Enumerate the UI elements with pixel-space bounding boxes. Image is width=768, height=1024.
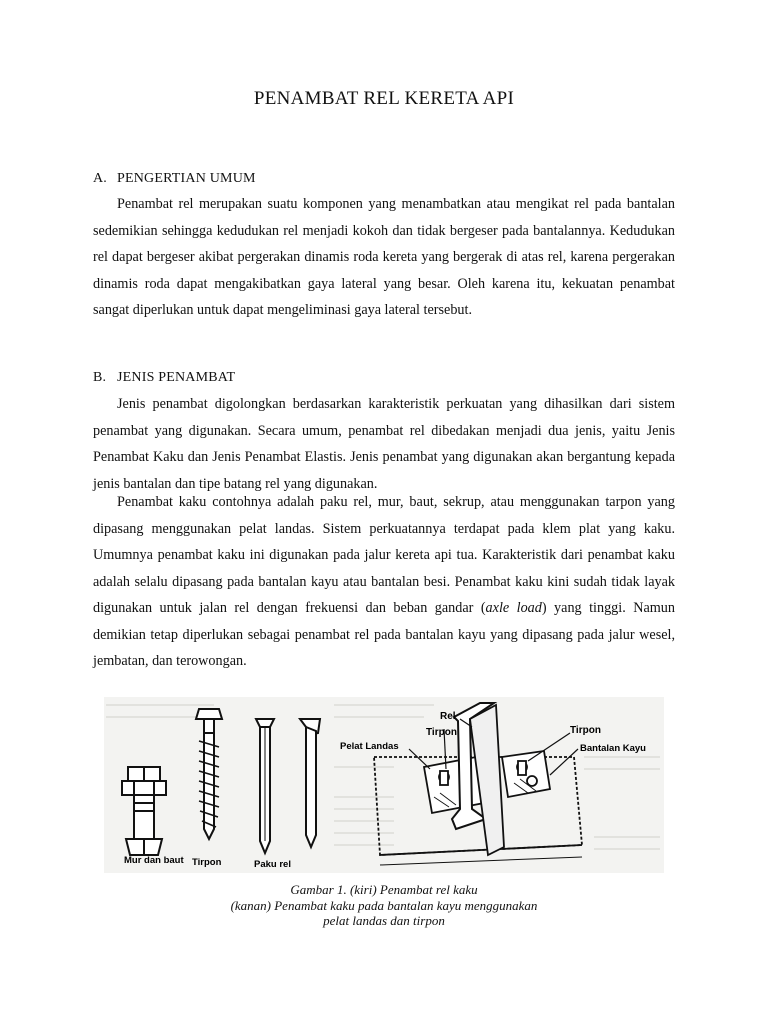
rail-spike-drawing [256,719,274,853]
label-rel: Rel [440,711,456,722]
page-title: PENAMBAT REL KERETA API [253,88,515,109]
label-pelat-landas: Pelat Landas [340,741,399,752]
figure-caption [0,882,768,929]
section-a-paragraph: Penambat rel merupakan suatu komponen yang menambatkan atau mengikat rel pada bantalan sedemikian sehingga kedudukan rel menjadi kokoh dan tidak bergeser pada bantalannya. Kedudukan rel dapat bergeser akibat pergerakan dinamis roda kereta yang bergerak di atas rel, karena pergerakan dinamis roda dapat mengakibatkan gaya lateral yang besar. Oleh karena itu, kekuatan penambat sangat diperlukan untuk dapat mengeliminasi gaya lateral tersebut. [93,196,675,318]
spike-drawing [300,719,320,847]
section-b-paragraph-1: Jenis penambat digolongkan berdasarkan karakteristik perkuatan yang dihasilkan dari sistem penambat yang digunakan. Secara umum, penambat rel dibedakan menjadi dua jenis, yaitu Jenis Penambat Kaku dan Jenis Penambat Elastis. Jenis penambat yang digunakan akan bergantung kepada jenis bantalan dan tipe batang rel yang digunakan. [93,396,675,492]
label-mur-dan-baut: Mur dan baut [124,855,184,866]
section-b-heading [93,370,235,386]
paragraph-2-text-after: ) yang tinggi. Namun demikian tetap diperlukan sebagai penambat rel pada bantalan kayu yang dipasang pada jalur wesel, jembatan, dan terowongan. [93,600,675,669]
section-b-letter: B. [93,370,107,385]
paragraph-2-text-before: Penambat kaku contohnya adalah paku rel, mur, baut, sekrup, atau menggunakan tarpon yang dipasang menggunakan pelat landas. Sistem perkuatannya terdapat pada klem plat yang kaku. Umumnya penambat kaku ini digunakan pada jalur kereta api tua. Karakteristik dari penambat kaku adalah selalu dipasang pada bantalan kayu atau bantalan besi. Penambat kaku kini sudah tidak layak digunakan untuk jalan rel dengan frekuensi dan beban gandar ( [93,494,675,616]
label-tirpon-b: Tirpon [570,725,601,736]
caption-line-1: Gambar 1. (kiri) Penambat rel kaku [290,882,478,897]
label-tirpon-left: Tirpon [192,857,222,868]
label-tirpon-a: Tirpon [426,727,457,738]
caption-line-2: (kanan) Penambat kaku pada bantalan kayu menggunakan [230,897,538,913]
label-bantalan-kayu: Bantalan Kayu [580,743,646,754]
rail-assembly-drawing [374,703,582,865]
bolt-drawing [122,767,166,855]
paragraph-2-italic-term: axle load [485,600,542,616]
section-b-title: JENIS PENAMBAT [117,370,236,385]
figure-illustration [104,697,664,873]
section-a-letter: A. [93,171,108,186]
section-b-paragraph-2 [93,489,675,675]
caption-line-3: pelat landas dan tirpon [323,913,445,928]
section-a-heading [93,171,256,187]
section-a-title: PENGERTIAN UMUM [117,171,256,186]
screw-spike-drawing [196,709,222,839]
label-paku-rel: Paku rel [254,859,291,870]
figure-penambat-rel [104,697,664,873]
